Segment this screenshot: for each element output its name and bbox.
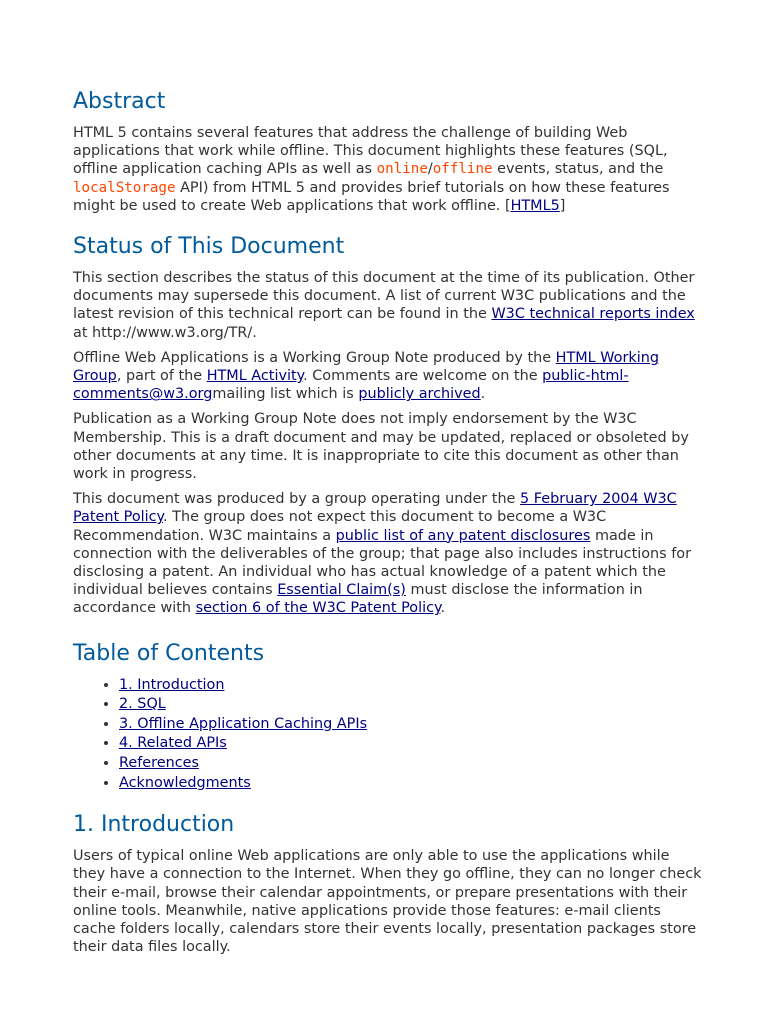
- status-paragraph-4: [73, 490, 703, 617]
- abstract-paragraph: [73, 124, 703, 215]
- abstract-text-3: API) from HTML 5 and provides brief tutorials on how these features might be used to create Web applications that work offline. [: [73, 179, 670, 214]
- toc-item: [119, 695, 703, 715]
- mailing-list-link[interactable]: public-html-comments@w3.org: [73, 368, 629, 403]
- status-p4-text-d: must disclose the information in accordance with: [73, 582, 643, 617]
- abstract-slash: /: [427, 161, 433, 178]
- status-p1-text-b: at http://www.w3.org/TR/.: [73, 324, 257, 341]
- toc-link-related-apis[interactable]: 4. Related APIs: [119, 735, 227, 752]
- status-p4-text-c: made in connection with the deliverables of the group; that page also includes instructions for disclosing a patent. An individual who has actual knowledge of a patent which the individual believes contains: [73, 527, 692, 599]
- toc-heading: Table of Contents: [73, 640, 265, 666]
- toc-item: [119, 754, 703, 774]
- abstract-heading: Abstract: [73, 89, 166, 114]
- status-p2-text-d: mailing list which is: [212, 386, 359, 403]
- toc-item: [119, 774, 703, 794]
- essential-claims-link[interactable]: Essential Claim(s): [277, 582, 406, 599]
- abstract-text-2: events, status, and the: [492, 161, 664, 178]
- patent-policy-section6-link[interactable]: section 6 of the W3C Patent Policy: [195, 600, 441, 617]
- toc-item: [119, 715, 703, 735]
- code-localstorage: localStorage: [73, 179, 176, 196]
- html-working-group-link[interactable]: HTML Working Group: [73, 349, 659, 385]
- toc-link-introduction[interactable]: 1. Introduction: [119, 676, 225, 693]
- status-p2-text-e: .: [480, 386, 486, 403]
- status-p4-text-a: This document was produced by a group operating under the: [73, 491, 520, 508]
- abstract-text-4: ]: [559, 197, 566, 214]
- code-offline: offline: [432, 161, 493, 178]
- status-p2-text-b: , part of the: [116, 368, 207, 385]
- code-online: online: [376, 161, 428, 178]
- status-paragraph-1: [73, 269, 703, 342]
- html5-reference-link[interactable]: HTML5: [510, 197, 560, 214]
- status-p2-text-a: Offline Web Applications is a Working Group Note produced by the: [73, 349, 556, 366]
- toc-link-references[interactable]: References: [119, 755, 199, 772]
- toc-list: [73, 676, 703, 794]
- status-p4-text-e: .: [440, 600, 446, 617]
- status-heading: Status of This Document: [73, 234, 345, 260]
- patent-disclosures-link[interactable]: public list of any patent disclosures: [335, 527, 591, 544]
- publicly-archived-link[interactable]: publicly archived: [358, 386, 481, 403]
- introduction-paragraph: Users of typical online Web applications are only able to use the applications while they have a connection to the Internet. When they go offline, they can no longer check their e-mail, browse their calendar appointments, or prepare presentations with their online tools. Meanwhile, native applications provide those features: e-mail clients cache folders locally, calendars store their events locally, presentation packages store their data files locally.: [73, 848, 702, 956]
- html-activity-link[interactable]: HTML Activity: [206, 368, 304, 385]
- status-paragraph-2: [73, 349, 703, 404]
- status-p1-text-a: This section describes the status of this document at the time of its publication. Other documents may supersede this document. A list of current W3C publications and the latest revision of this technical report can be found in the: [73, 270, 695, 323]
- toc-link-acknowledgments[interactable]: Acknowledgments: [119, 774, 251, 791]
- status-p2-text-c: . Comments are welcome on the: [303, 368, 543, 385]
- toc-item: [119, 676, 703, 696]
- document-content: [73, 84, 703, 956]
- status-p4-text-b: . The group does not expect this document to become a W3C Recommendation. W3C maintains a: [73, 509, 607, 544]
- abstract-text-1: HTML 5 contains several features that address the challenge of building Web applications that work while offline. This document highlights these features (SQL, offline application caching APIs as well as: [73, 125, 668, 178]
- patent-policy-link[interactable]: 5 February 2004 W3C Patent Policy: [73, 491, 677, 526]
- toc-link-caching-apis[interactable]: 3. Offline Application Caching APIs: [119, 715, 368, 732]
- toc-link-sql[interactable]: 2. SQL: [119, 696, 166, 713]
- w3c-reports-index-link[interactable]: W3C technical reports index: [491, 306, 695, 323]
- toc-item: [119, 734, 703, 754]
- status-paragraph-3: Publication as a Working Group Note does not imply endorsement by the W3C Membership. This is a draft document and may be updated, replaced or obsoleted by other documents at any time. It is inappropriate to cite this document as other than work in progress.: [73, 411, 689, 483]
- introduction-heading: 1. Introduction: [73, 812, 235, 838]
